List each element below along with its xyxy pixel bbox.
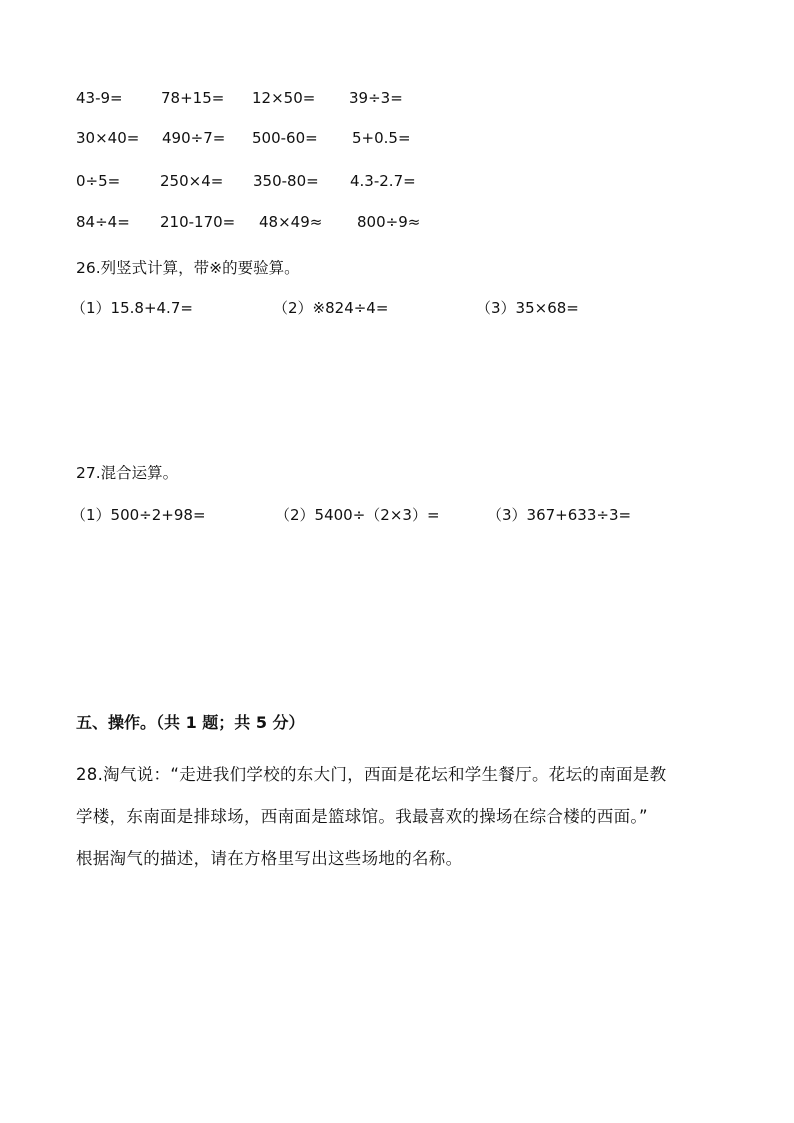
question-28-line-1: 28.淘气说：“走进我们学校的东大门，西面是花坛和学生餐厅。花坛的南面是教 bbox=[76, 765, 667, 784]
math-item: 30×40= bbox=[76, 129, 140, 147]
math-item: 490÷7= bbox=[162, 129, 226, 147]
math-item: 43-9= bbox=[76, 89, 123, 107]
math-item: 4.3-2.7= bbox=[350, 172, 416, 190]
math-item: 5+0.5= bbox=[352, 129, 411, 147]
math-item: 0÷5= bbox=[76, 172, 121, 190]
math-item: 800÷9≈ bbox=[357, 213, 421, 231]
question-26-title: 26.列竖式计算，带※的要验算。 bbox=[76, 259, 300, 277]
math-item: 84÷4= bbox=[76, 213, 130, 231]
question-27-item-3: （3）367+633÷3= bbox=[487, 506, 632, 524]
question-26-item-2: （2）※824÷4= bbox=[273, 299, 389, 317]
question-27-item-1: （1）500÷2+98= bbox=[71, 506, 206, 524]
math-item: 78+15= bbox=[161, 89, 225, 107]
question-27-title: 27.混合运算。 bbox=[76, 464, 179, 482]
question-28-line-2: 学楼，东南面是排球场，西南面是篮球馆。我最喜欢的操场在综合楼的西面。” bbox=[76, 807, 648, 826]
question-27-item-2: （2）5400÷（2×3）= bbox=[275, 506, 440, 524]
math-item: 210-170= bbox=[160, 213, 236, 231]
math-item: 12×50= bbox=[252, 89, 316, 107]
question-28-line-3: 根据淘气的描述，请在方格里写出这些场地的名称。 bbox=[76, 849, 463, 868]
math-item: 39÷3= bbox=[349, 89, 403, 107]
section-5-heading: 五、操作。（共 1 题；共 5 分） bbox=[76, 713, 305, 732]
question-26-item-3: （3）35×68= bbox=[476, 299, 579, 317]
math-item: 500-60= bbox=[252, 129, 318, 147]
math-item: 250×4= bbox=[160, 172, 224, 190]
math-item: 350-80= bbox=[253, 172, 319, 190]
question-26-item-1: （1）15.8+4.7= bbox=[71, 299, 193, 317]
math-item: 48×49≈ bbox=[259, 213, 323, 231]
